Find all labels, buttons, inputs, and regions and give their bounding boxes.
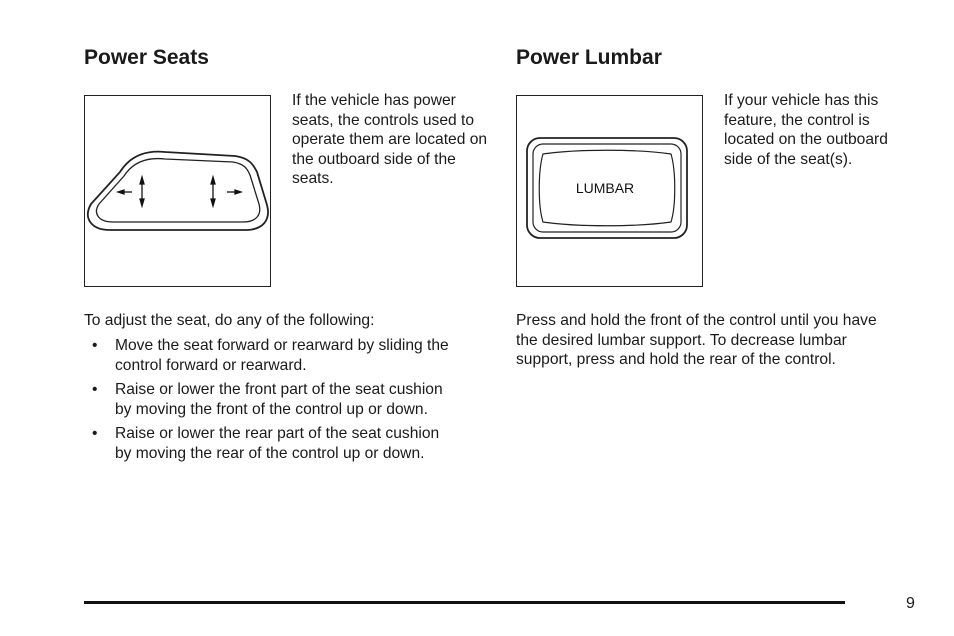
- seat-control-outer-outline: [88, 152, 268, 230]
- lumbar-control-illustration: [516, 95, 703, 287]
- bullet-icon: •: [92, 381, 98, 399]
- power-seats-intro: To adjust the seat, do any of the following:: [84, 312, 375, 329]
- page-number: 9: [906, 595, 915, 612]
- power-seats-heading: Power Seats: [84, 46, 209, 69]
- lumbar-switch-label: LUMBAR: [575, 180, 635, 196]
- power-lumbar-body: Press and hold the front of the control until you have the desired lumbar support. To decrease lumbar support, press and hold the rear of the control.: [516, 312, 877, 369]
- lumbar-control-drawing: [517, 96, 702, 286]
- power-seat-control-illustration: [84, 95, 271, 287]
- power-seats-side-text: If the vehicle has power seats, the controls used to operate them are located on the outboard side of the seats.: [292, 92, 488, 188]
- bullet-icon: •: [92, 425, 98, 443]
- rear-arrows-icon: [211, 177, 241, 206]
- bullet-icon: •: [92, 337, 98, 354]
- front-arrows-icon: [118, 177, 144, 206]
- footer-rule: [84, 601, 845, 604]
- list-item: • Move the seat forward or rearward by sliding the control forward or rearward.: [92, 337, 449, 374]
- power-lumbar-side-text: If your vehicle has this feature, the control is located on the outboard side of the seat(s).: [724, 92, 888, 168]
- power-lumbar-heading: Power Lumbar: [516, 46, 662, 69]
- power-seats-instructions-list: [84, 336, 456, 469]
- list-item: • Raise or lower the rear part of the seat cushion by moving the rear of the control up or down.: [92, 425, 440, 462]
- list-item: • Raise or lower the front part of the seat cushion by moving the front of the control up or down.: [92, 381, 443, 418]
- seat-control-drawing: [85, 96, 270, 286]
